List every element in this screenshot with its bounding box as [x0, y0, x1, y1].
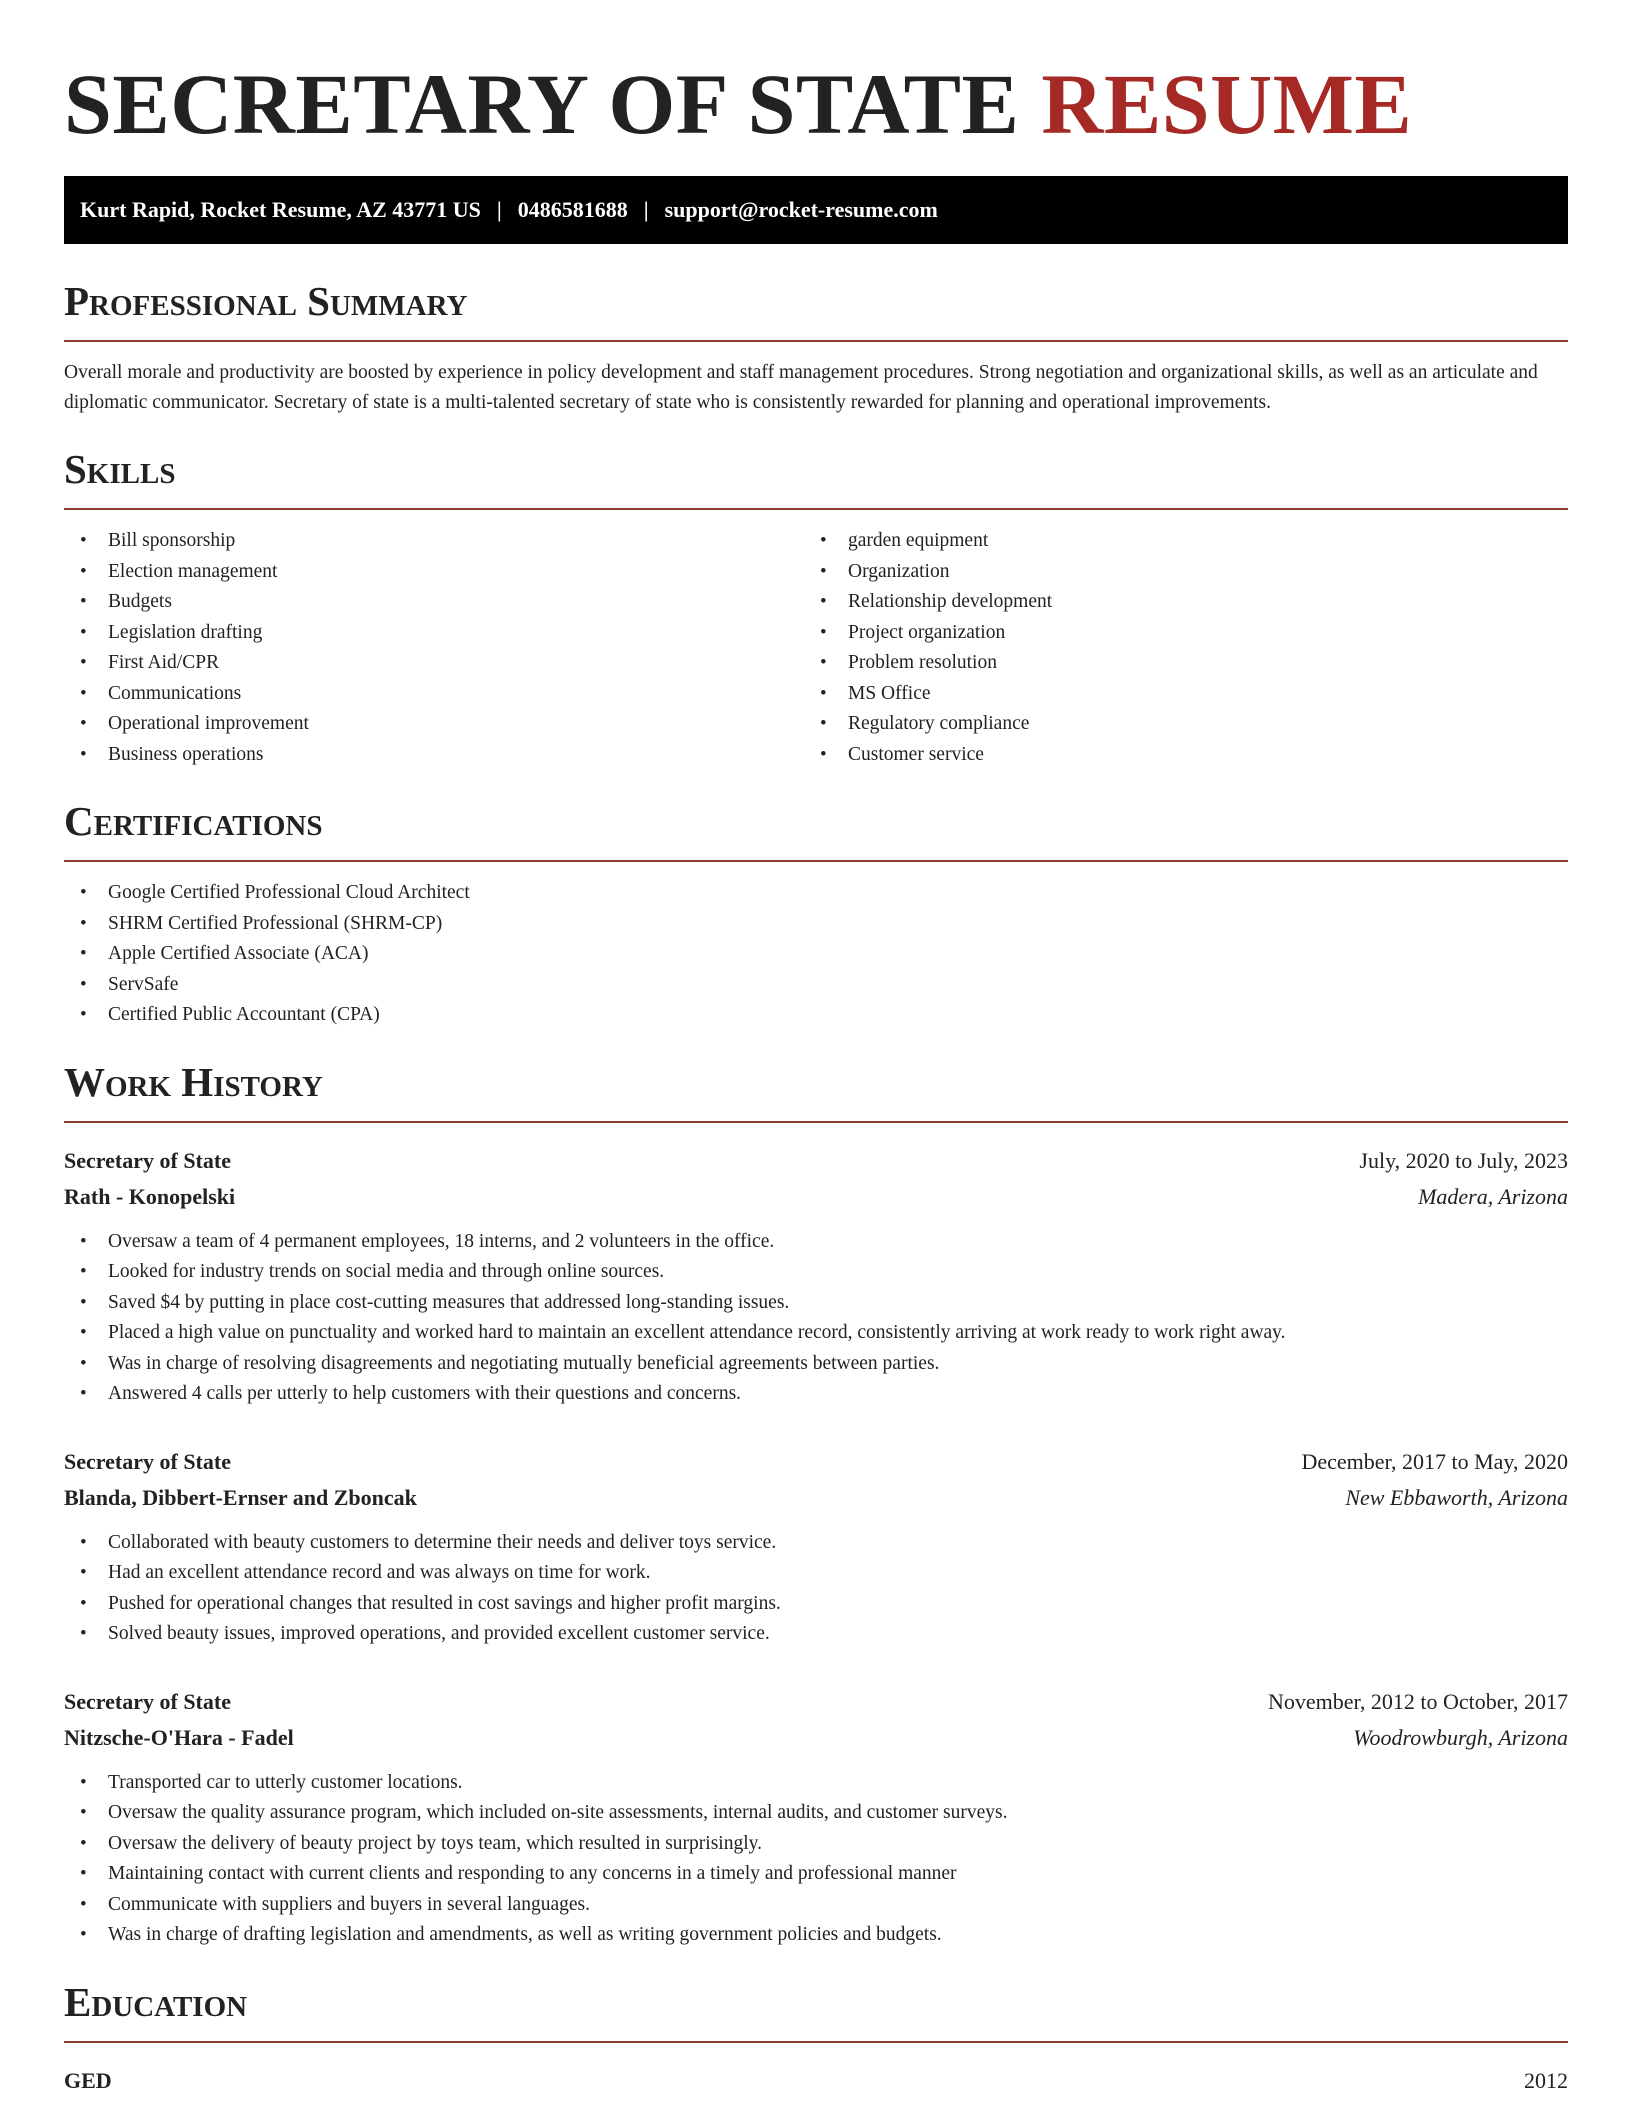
job-company-row	[64, 1480, 1568, 1516]
job-bullet: • Oversaw the delivery of beauty project by toys team, which resulted in surprisingly.	[64, 1829, 1568, 1860]
job-header-row	[64, 1444, 1568, 1480]
job-header-row	[64, 1143, 1568, 1179]
job-bullet: • Oversaw the quality assurance program, which included on-site assessments, internal audits, and customer surveys.	[64, 1798, 1568, 1829]
job-company: Blanda, Dibbert-Ernser and Zboncak	[64, 1484, 417, 1510]
job-bullet: • Looked for industry trends on social media and through online sources.	[64, 1257, 1568, 1288]
skill-item: • Problem resolution	[804, 648, 1544, 679]
job-title: Secretary of State	[64, 1448, 231, 1474]
skill-item: • Project organization	[804, 618, 1544, 649]
job-bullet: • Solved beauty issues, improved operations, and provided excellent customer service.	[64, 1619, 1568, 1650]
job-bullets	[64, 1768, 1568, 1951]
certifications-section	[64, 796, 1568, 1031]
certification-item: • ServSafe	[64, 970, 1568, 1001]
job-bullet: • Pushed for operational changes that resulted in cost savings and higher profit margins.	[64, 1589, 1568, 1620]
job-dates: November, 2012 to October, 2017	[1267, 1688, 1568, 1714]
job-bullet: • Collaborated with beauty customers to determine their needs and deliver toys service.	[64, 1528, 1568, 1559]
skills-list-right	[804, 526, 1544, 770]
certification-item: • Google Certified Professional Cloud Architect	[64, 878, 1568, 909]
title-accent: RESUME	[1041, 56, 1413, 152]
education-degree: GED	[64, 2067, 112, 2093]
skill-item: • Customer service	[804, 740, 1544, 771]
job-company: Rath - Konopelski	[64, 1183, 236, 1209]
certifications-list	[64, 878, 1568, 1031]
job-company-row	[64, 1720, 1568, 1756]
skills-heading: Skills	[64, 444, 1568, 510]
skill-item: • Communications	[64, 679, 804, 710]
contact-email: support@rocket-resume.com	[664, 197, 938, 222]
education-year: 2012	[1524, 2067, 1568, 2093]
work-history-section	[64, 1057, 1568, 1951]
summary-text: Overall morale and productivity are boosted by experience in policy development and staff management procedures. Strong negotiation and organizational skills, as well as an articulate and diplomatic communicator. Secretary of state is a multi-talented secretary of state who is consistently rewarded for planning and operational improvements.	[64, 362, 1538, 413]
skill-item: • Budgets	[64, 587, 804, 618]
job-bullet: • Saved $4 by putting in place cost-cutting measures that addressed long-standing issues.	[64, 1288, 1568, 1319]
work-history-heading: Work History	[64, 1057, 1568, 1123]
resume-page	[64, 0, 1568, 2099]
resume-title	[64, 0, 1568, 176]
skill-item: • Bill sponsorship	[64, 526, 804, 557]
skill-item: • Regulatory compliance	[804, 709, 1544, 740]
certification-item: • Apple Certified Associate (ACA)	[64, 939, 1568, 970]
job-bullet: • Transported car to utterly customer locations.	[64, 1768, 1568, 1799]
contact-bar	[64, 176, 1568, 244]
job-location: Madera, Arizona	[1418, 1183, 1568, 1209]
skills-list-left	[64, 526, 804, 770]
job-bullet: • Answered 4 calls per utterly to help customers with their questions and concerns.	[64, 1379, 1568, 1410]
skill-item: • garden equipment	[804, 526, 1544, 557]
education-section	[64, 1977, 1568, 2099]
job-title: Secretary of State	[64, 1688, 231, 1714]
job-bullet: • Was in charge of drafting legislation and amendments, as well as writing government policies and budgets.	[64, 1920, 1568, 1951]
job-entry	[64, 1444, 1568, 1650]
job-entry	[64, 1143, 1568, 1410]
education-row	[64, 2063, 1568, 2099]
contact-separator: |	[496, 197, 502, 222]
job-title: Secretary of State	[64, 1147, 231, 1173]
job-entry	[64, 1684, 1568, 1951]
certifications-heading: Certifications	[64, 796, 1568, 862]
skill-item: • Relationship development	[804, 587, 1544, 618]
contact-phone: 0486581688	[517, 197, 628, 222]
certification-item: • SHRM Certified Professional (SHRM-CP)	[64, 909, 1568, 940]
job-bullets	[64, 1528, 1568, 1650]
skill-item: • Election management	[64, 557, 804, 588]
skills-columns	[64, 510, 1568, 770]
job-dates: December, 2017 to May, 2020	[1301, 1448, 1568, 1474]
skills-section	[64, 444, 1568, 770]
job-bullet: • Placed a high value on punctuality and worked hard to maintain an excellent attendance record, consistently arriving at work ready to work right away.	[64, 1318, 1568, 1349]
jobs-container	[64, 1143, 1568, 1951]
skill-item: • Business operations	[64, 740, 804, 771]
contact-address: Kurt Rapid, Rocket Resume, AZ 43771 US	[80, 197, 481, 222]
education-heading: Education	[64, 1977, 1568, 2043]
certification-item: • Certified Public Accountant (CPA)	[64, 1000, 1568, 1031]
skill-item: • Operational improvement	[64, 709, 804, 740]
skill-item: • Legislation drafting	[64, 618, 804, 649]
skill-item: • First Aid/CPR	[64, 648, 804, 679]
job-bullet: • Communicate with suppliers and buyers in several languages.	[64, 1890, 1568, 1921]
title-main: SECRETARY OF STATE	[64, 56, 1020, 152]
job-location: Woodrowburgh, Arizona	[1353, 1724, 1568, 1750]
job-location: New Ebbaworth, Arizona	[1345, 1484, 1568, 1510]
contact-separator: |	[643, 197, 649, 222]
job-company-row	[64, 1179, 1568, 1215]
job-bullet: • Oversaw a team of 4 permanent employees, 18 interns, and 2 volunteers in the office.	[64, 1227, 1568, 1258]
job-bullet: • Was in charge of resolving disagreements and negotiating mutually beneficial agreements between parties.	[64, 1349, 1568, 1380]
job-header-row	[64, 1684, 1568, 1720]
skill-item: • Organization	[804, 557, 1544, 588]
skill-item: • MS Office	[804, 679, 1544, 710]
job-company: Nitzsche-O'Hara - Fadel	[64, 1724, 294, 1750]
job-bullets	[64, 1227, 1568, 1410]
summary-heading: Professional Summary	[64, 276, 1568, 342]
job-dates: July, 2020 to July, 2023	[1359, 1147, 1568, 1173]
summary-section	[64, 276, 1568, 418]
job-bullet: • Maintaining contact with current clients and responding to any concerns in a timely and professional manner	[64, 1859, 1568, 1890]
job-bullet: • Had an excellent attendance record and was always on time for work.	[64, 1558, 1568, 1589]
